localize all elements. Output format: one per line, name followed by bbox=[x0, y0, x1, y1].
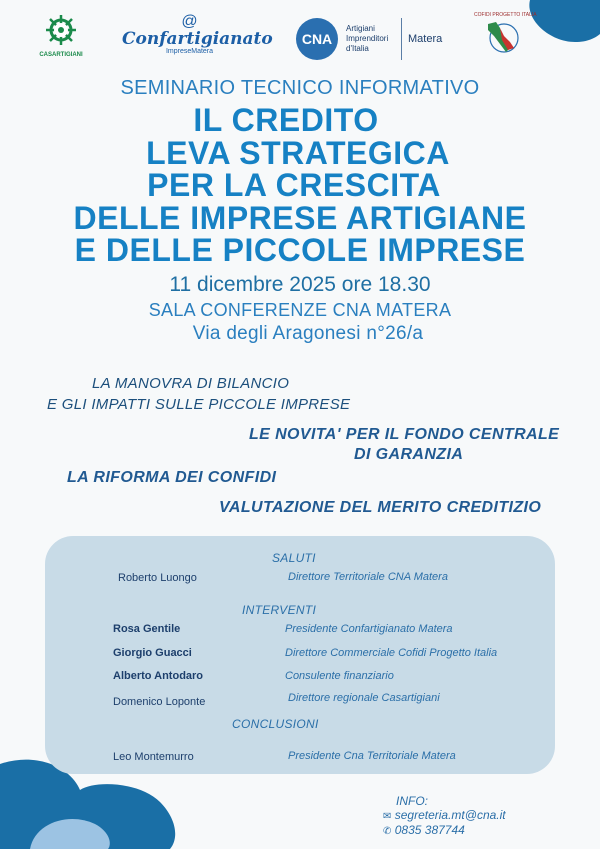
confartigianato-logo bbox=[122, 13, 273, 55]
cna-tagline-line3: d'Italia bbox=[346, 44, 369, 53]
italy-map-icon bbox=[474, 18, 526, 58]
casartigiani-logo bbox=[38, 14, 84, 58]
topic-merito: VALUTAZIONE DEL MERITO CREDITIZIO bbox=[219, 499, 542, 516]
cna-city: Matera bbox=[408, 33, 443, 45]
logo-bar bbox=[0, 0, 600, 75]
ship-wheel-icon bbox=[45, 14, 77, 46]
title-line-4: DELLE IMPRESE ARTIGIANE bbox=[73, 199, 527, 236]
info-phone[interactable]: 0835 387744 bbox=[394, 823, 465, 837]
event-address-text: Via degli Aragonesi n°26/a bbox=[192, 323, 424, 344]
title-line-3: PER LA CRESCITA bbox=[147, 167, 441, 203]
phone-icon: ✆ bbox=[383, 826, 392, 837]
speaker-role: Direttore regionale Casartigiani bbox=[288, 692, 440, 704]
speaker-name: Domenico Loponte bbox=[113, 696, 206, 708]
topic-fondo-line2: DI GARANZIA bbox=[354, 446, 464, 463]
event-subtitle: SEMINARIO TECNICO INFORMATIVO bbox=[120, 77, 480, 99]
confartigianato-label: Confartigianato bbox=[122, 29, 273, 49]
section-conclusioni: CONCLUSIONI bbox=[232, 717, 319, 731]
info-email[interactable]: segreteria.mt@cna.it bbox=[394, 808, 506, 822]
cofidi-label: COFIDI PROGETTO ITALIA bbox=[474, 12, 537, 18]
event-title bbox=[0, 104, 600, 267]
cna-tagline bbox=[346, 24, 388, 54]
casartigiani-label: CASARTIGIANI bbox=[39, 52, 83, 58]
event-address bbox=[0, 323, 600, 345]
topic-confidi: LA RIFORMA DEI CONFIDI bbox=[67, 469, 277, 486]
speaker-role: Direttore Commerciale Cofidi Progetto Italia bbox=[285, 647, 498, 659]
title-line-5: E DELLE PICCOLE IMPRESE bbox=[74, 232, 526, 268]
info-phone-row[interactable] bbox=[383, 823, 465, 837]
confartigianato-sublabel: ImpreseMatera bbox=[165, 48, 214, 55]
event-date: 11 dicembre 2025 ore 18.30 bbox=[169, 273, 431, 296]
at-icon: @ bbox=[181, 13, 198, 30]
cna-tagline-line2: Imprenditori bbox=[346, 34, 389, 43]
speaker-role: Presidente Confartigianato Matera bbox=[285, 623, 453, 635]
topic-fondo-line1: LE NOVITA' PER IL FONDO CENTRALE bbox=[249, 426, 560, 443]
cofidi-logo bbox=[474, 12, 537, 60]
cna-tagline-line1: Artigiani bbox=[346, 24, 375, 33]
speaker-name: Giorgio Guacci bbox=[113, 647, 192, 659]
speaker-role: Consulente finanziario bbox=[285, 670, 394, 682]
cna-mark: CNA bbox=[296, 18, 338, 60]
speaker-role: Direttore Territoriale CNA Matera bbox=[288, 571, 448, 583]
speaker-name: Alberto Antodaro bbox=[113, 670, 204, 682]
speaker-role: Presidente Cna Territoriale Matera bbox=[288, 750, 456, 762]
section-saluti: SALUTI bbox=[272, 551, 316, 565]
topic-manovra-line2: E GLI IMPATTI SULLE PICCOLE IMPRESE bbox=[47, 396, 351, 413]
topic-manovra-line1: LA MANOVRA DI BILANCIO bbox=[92, 375, 290, 392]
event-venue: SALA CONFERENZE CNA MATERA bbox=[148, 300, 452, 320]
info-label: INFO: bbox=[396, 794, 428, 808]
mail-icon: ✉ bbox=[383, 811, 392, 822]
cna-logo bbox=[296, 18, 456, 62]
speaker-name: Rosa Gentile bbox=[113, 623, 181, 635]
cna-divider bbox=[401, 18, 402, 60]
section-interventi: INTERVENTI bbox=[242, 603, 317, 617]
speaker-name: Roberto Luongo bbox=[118, 572, 197, 584]
title-line-1: IL CREDITO bbox=[193, 102, 379, 138]
info-email-row[interactable] bbox=[383, 808, 506, 822]
title-line-2: LEVA STRATEGICA bbox=[146, 134, 450, 171]
speaker-name: Leo Montemurro bbox=[113, 751, 194, 763]
